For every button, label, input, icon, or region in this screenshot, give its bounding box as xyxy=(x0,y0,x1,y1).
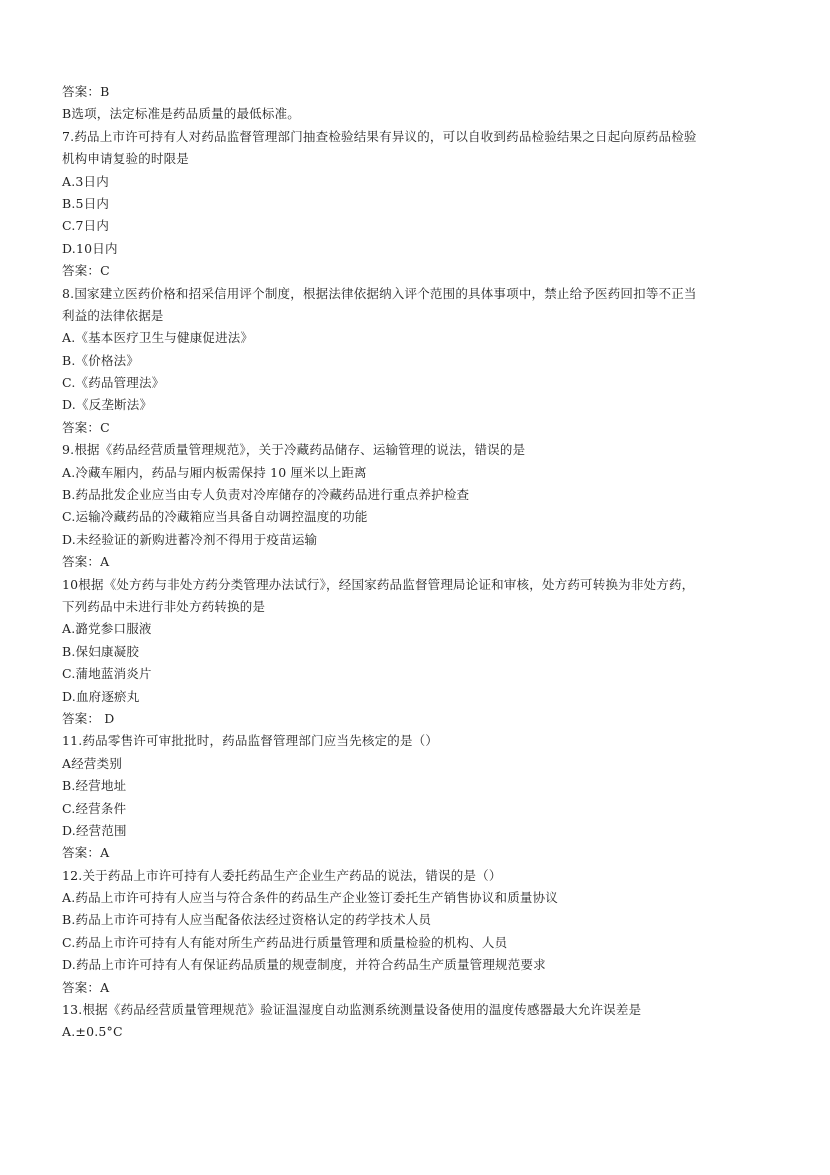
answer-line: 答案：B xyxy=(62,84,110,99)
option-line: A.冷藏车厢内，药品与厢内板需保持 10 厘米以上距离 xyxy=(62,464,367,480)
answer-line: 答案：A xyxy=(62,554,110,570)
question-line: 9.根据《药品经营质量管理规范》，关于冷藏药品储存、运输管理的说法，错误的是 xyxy=(62,442,526,458)
answer-line: 答案：A xyxy=(62,979,110,995)
option-line: D.经营范围 xyxy=(62,822,127,838)
question-line: 12.关于药品上市许可持有人委托药品生产企业生产药品的说法，错误的是（） xyxy=(62,867,502,883)
option-line: B.5日内 xyxy=(62,195,110,211)
text-line: 机构申请复验的时限是 xyxy=(62,151,190,167)
question-line: 10根据《处方药与非处方药分类管理办法试行》，经国家药品监督管理局论证和审核，处方药可转换为非处方药， xyxy=(62,576,695,592)
answer-line: 答案： D xyxy=(62,710,115,726)
question-line: 7.药品上市许可持有人对药品监督管理部门抽查检验结果有异议的，可以自收到药品检验结果之日起向原药品检验 xyxy=(62,128,697,144)
option-line: A.±0.5°C xyxy=(62,1024,123,1040)
text-line: 利益的法律依据是 xyxy=(62,307,164,323)
option-line: D.血府逐瘀丸 xyxy=(62,688,140,704)
answer-line: 答案：A xyxy=(62,845,110,861)
option-line: B.《价格法》 xyxy=(62,352,140,368)
text-line: 下列药品中未进行非处方药转换的是 xyxy=(62,598,266,614)
option-line: D.药品上市许可持有人有保证药品质量的规壹制度，并符合药品生产质量管理规范要求 xyxy=(62,957,546,973)
option-line: C.《药品管理法》 xyxy=(62,375,165,391)
option-line: A经营类别 xyxy=(62,755,123,771)
option-line: B.药品上市许可持有人应当配备依法经过资格认定的药学技术人员 xyxy=(62,912,432,928)
option-line: A.3日内 xyxy=(62,173,109,189)
option-line: B.药品批发企业应当由专人负责对冷库储存的冷藏药品进行重点养护检查 xyxy=(62,487,470,503)
answer-line: 答案：C xyxy=(62,419,110,435)
question-line: 13.根据《药品经营质量管理规范》验证温湿度自动监测系统测量设备使用的温度传感器最大允许误差是 xyxy=(62,1002,642,1018)
option-line: C.经营条件 xyxy=(62,800,127,816)
option-line: D.未经验证的新购进蓄冷剂不得用于疫苗运输 xyxy=(62,531,318,547)
option-line: C.药品上市许可持有人有能对所生产药品进行质量管理和质量检验的机构、人员 xyxy=(62,934,508,950)
option-line: C.7日内 xyxy=(62,218,110,234)
option-line: D.《反垄断法》 xyxy=(62,397,153,413)
option-line: C.运输冷藏药品的冷藏箱应当具备自动调控温度的功能 xyxy=(62,509,368,525)
option-line: B.经营地址 xyxy=(62,778,127,794)
option-line: C.蒲地蓝消炎片 xyxy=(62,666,152,682)
option-line: D.10日内 xyxy=(62,240,118,256)
option-line: A.潞党参口服液 xyxy=(62,621,152,637)
option-line: B.保妇康凝胶 xyxy=(62,643,140,659)
option-line: A.《基本医疗卫生与健康促进法》 xyxy=(62,330,254,346)
question-line: 11.药品零售许可审批批时，药品监督管理部门应当先核定的是（） xyxy=(62,733,439,749)
option-line: B选项，法定标准是药品质量的最低标准。 xyxy=(62,106,300,122)
answer-line: 答案：C xyxy=(62,263,110,279)
question-line: 8.国家建立医药价格和招采信用评个制度，根据法律依据纳入评个范围的具体事项中，禁止给予医药回扣等不正当 xyxy=(62,285,697,301)
document-body xyxy=(62,81,782,1044)
option-line: A.药品上市许可持有人应当与符合条件的药品生产企业签订委托生产销售协议和质量协议 xyxy=(62,890,559,906)
